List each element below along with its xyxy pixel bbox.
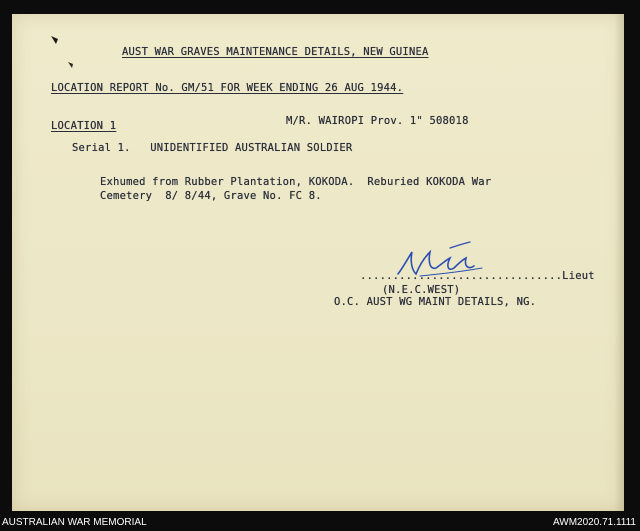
footer-right: AWM2020.71.1111 bbox=[552, 517, 636, 528]
signatory-title: O.C. AUST WG MAINT DETAILS, NG. bbox=[334, 296, 537, 308]
document-page bbox=[12, 14, 624, 511]
pin-hole-mark bbox=[48, 32, 64, 48]
pin-hole-mark bbox=[66, 60, 76, 70]
location-label: LOCATION 1 bbox=[51, 120, 117, 132]
document-heading: AUST WAR GRAVES MAINTENANCE DETAILS, NEW GUINEA bbox=[122, 46, 429, 58]
report-line: LOCATION REPORT No. GM/51 FOR WEEK ENDING 26 AUG 1944. bbox=[51, 82, 404, 94]
signature-line: ...............................Lieut bbox=[360, 270, 595, 282]
signatory-name: (N.E.C.WEST) bbox=[382, 284, 461, 296]
footer-left: AUSTRALIAN WAR MEMORIAL bbox=[2, 517, 147, 528]
map-reference: M/R. WAIROPI Prov. 1" 508018 bbox=[286, 115, 469, 127]
body-line-1: Exhumed from Rubber Plantation, KOKODA. Reburied KOKODA War bbox=[100, 176, 492, 188]
serial-line: Serial 1. UNIDENTIFIED AUSTRALIAN SOLDIER bbox=[72, 142, 353, 154]
body-line-2: Cemetery 8/ 8/44, Grave No. FC 8. bbox=[100, 190, 322, 202]
